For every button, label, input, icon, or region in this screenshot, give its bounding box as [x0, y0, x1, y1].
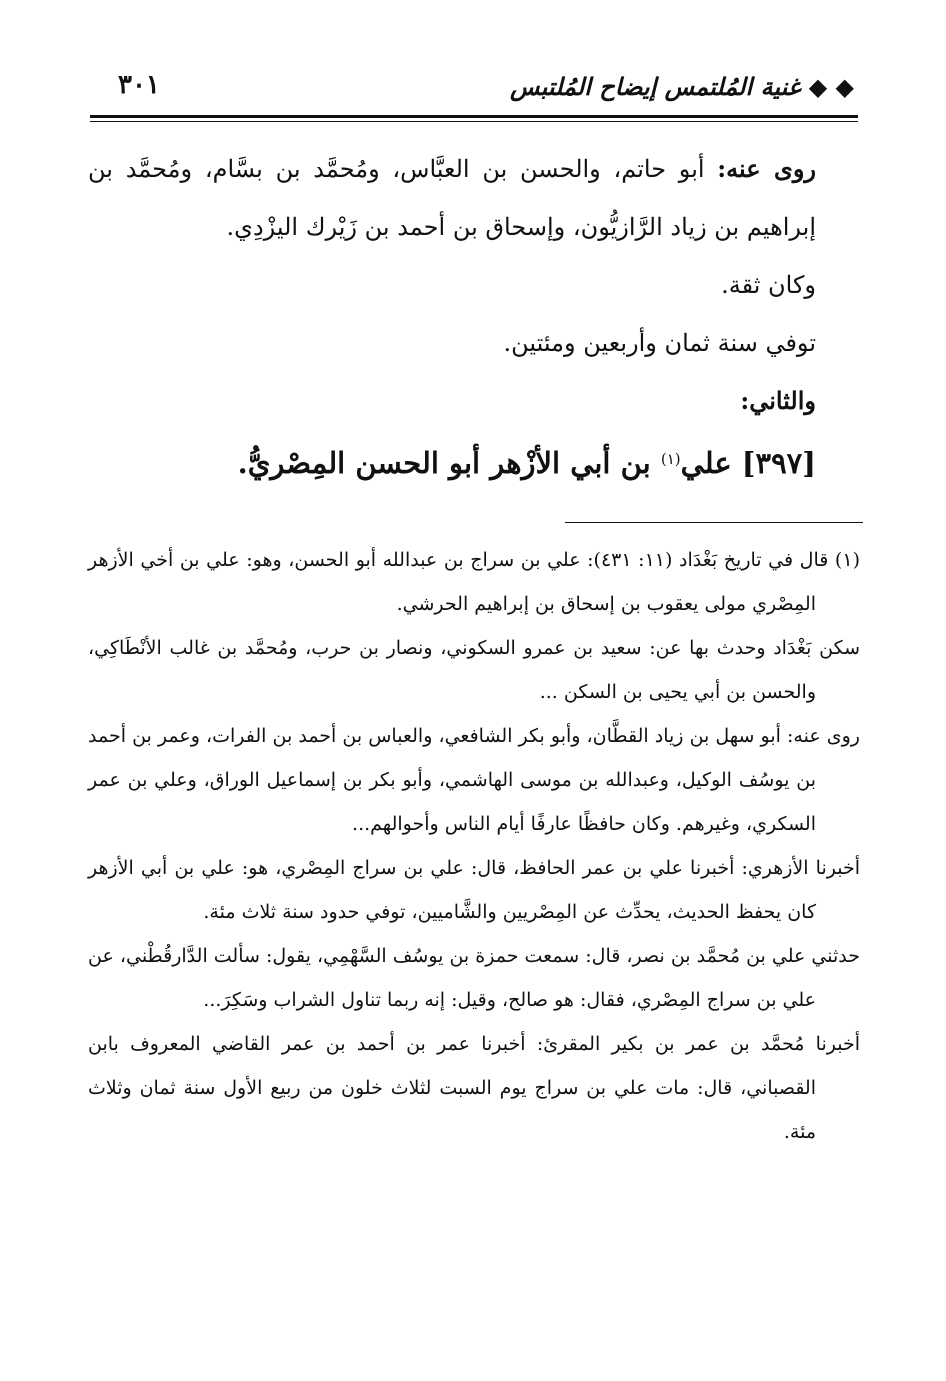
footnote-paragraph: (١) قال في تاريخ بَغْدَاد (١١: ٤٣١): علي بن سراج بن عبدالله أبو الحسن، وهو: علي بن أخي الأزهر المِصْري مولى يعقوب بن إسحاق بن إبراهيم الحرشي.: [88, 549, 860, 615]
footnotes: [88, 538, 860, 1154]
entry-name-a: علي: [680, 446, 742, 480]
running-title: ◆ ◆ غنية المُلتمس إيضاح المُلتبس: [510, 72, 854, 101]
second-heading: والثاني:: [740, 386, 816, 415]
main-text: [88, 140, 816, 494]
page-number: ٣٠١: [118, 70, 160, 100]
footnote-paragraph: أخبرنا مُحمَّد بن عمر بن بكير المقرئ: أخبرنا عمر بن أحمد بن عمر القاضي المعروف بابن القصباني، قال: مات علي بن سراج يوم السبت لثلاث خلون من ربيع الأول سنة ثمان وثلاث مئة.: [88, 1033, 860, 1143]
footnote-paragraph: أخبرنا الأزهري: أخبرنا علي بن عمر الحافظ، قال: علي بن سراج المِصْري، هو: علي بن أبي الأزهر كان يحفظ الحديث، يحدِّث عن المِصْريين والشَّاميين، توفي حدود سنة ثلاث مئة.: [88, 857, 860, 923]
narrators-text: أبو حاتم، والحسن بن العبَّاس، ومُحمَّد بن بسَّام، ومُحمَّد بن إبراهيم بن زياد الرَّازيُّون، وإسحاق بن أحمد بن زَيْرك اليزْدِي.: [88, 155, 816, 241]
trustworthy-line: وكان ثقة.: [721, 271, 816, 299]
page-header: [90, 52, 854, 112]
footnote-paragraph: روى عنه: أبو سهل بن زياد القطَّان، وأبو بكر الشافعي، والعباس بن أحمد بن الفرات، وعمر بن أحمد بن يوسُف الوكيل، وعبدالله بن موسى الهاشمي، وأبو بكر بن إسماعيل الوراق، وعلي بن عمر السكري، وغيرهم. وكان حافظًا عارفًا أيام الناس وأحوالهم...: [88, 725, 860, 835]
narrators-paragraph: [88, 140, 816, 256]
footnote-marker[interactable]: (١): [660, 450, 681, 468]
narrators-label: روى عنه:: [717, 154, 817, 183]
entry-name-b: بن أبي الأزْهر أبو الحسن المِصْريُّ.: [237, 446, 661, 480]
entry-heading: [88, 430, 816, 494]
footnote-paragraph: سكن بَغْدَاد وحدث بها عن: سعيد بن عمرو السكوني، ونصار بن حرب، ومُحمَّد بن غالب الأنْطَاكِي، والحسن بن أبي يحيى بن السكن ...: [88, 637, 860, 703]
entry-number: [٣٩٧]: [741, 446, 816, 480]
footnote-paragraph: حدثني علي بن مُحمَّد بن نصر، قال: سمعت حمزة بن يوسُف السَّهْمِي، يقول: سألت الدَّارقُطْني، عن علي بن سراج المِصْري، فقال: هو صالح، وقيل: إنه ربما تناول الشراب وسَكِرَ...: [88, 945, 860, 1011]
death-line: توفي سنة ثمان وأربعين ومئتين.: [503, 329, 816, 357]
header-rule-thin: [90, 121, 858, 122]
footnote-separator: [565, 522, 863, 523]
header-rule-thick: [90, 115, 858, 118]
